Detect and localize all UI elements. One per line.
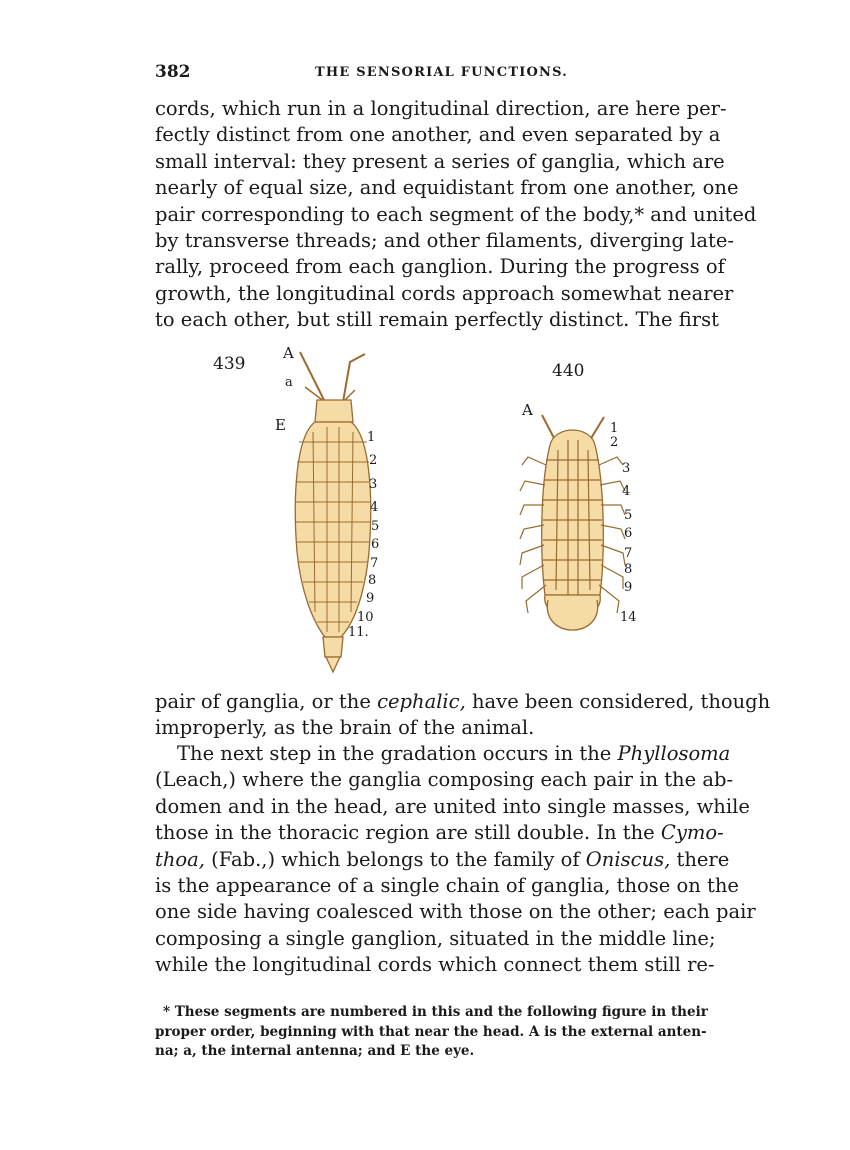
text-line: is the appearance of a single chain of ganglia, those on the xyxy=(155,874,739,898)
segment-label: 7 xyxy=(370,556,379,571)
segment-label: 2 xyxy=(369,453,378,468)
text-line: small interval: they present a series of ganglia, which are xyxy=(155,149,725,173)
figure-number: 440 xyxy=(552,361,585,381)
segment-label: 4 xyxy=(370,500,379,515)
text-line: improperly, as the brain of the animal. xyxy=(155,716,535,740)
text-run: pair of ganglia, or the xyxy=(155,690,378,713)
segment-label: 9 xyxy=(366,591,375,606)
text-line: (Leach,) where the ganglia composing each pair in the ab- xyxy=(155,768,734,792)
italic-term: Phyllosoma xyxy=(617,742,731,765)
text-run: have been considered, though xyxy=(465,690,771,713)
paragraph-1 xyxy=(155,96,757,334)
segment-label: 14 xyxy=(620,610,637,625)
segment-label: 6 xyxy=(371,537,380,552)
text-run: (Fab.,) which belongs to the family of xyxy=(204,847,586,871)
text-run: there xyxy=(670,847,730,871)
text-line xyxy=(155,847,730,873)
footnote-line: * These segments are numbered in this and the following figure in their xyxy=(163,1004,708,1020)
segment-label: 8 xyxy=(624,562,633,577)
segment-label: 3 xyxy=(622,461,631,476)
segment-label: 5 xyxy=(624,508,633,523)
footnote xyxy=(155,1003,708,1062)
text-line: to each other, but still remain perfectly distinct. The first xyxy=(155,308,719,332)
figure-number: 439 xyxy=(213,354,246,374)
segment-label: 4 xyxy=(622,484,631,499)
segment-label: 11. xyxy=(348,625,369,640)
label-internal-antenna: a xyxy=(285,375,293,390)
label-external-antenna: A xyxy=(522,401,533,419)
text-line: one side having coalesced with those on the other; each pair xyxy=(155,900,756,924)
figure-439 xyxy=(205,342,425,677)
label-external-antenna: A xyxy=(283,344,294,362)
text-line: growth, the longitudinal cords approach somewhat nearer xyxy=(155,281,734,305)
italic-term: thoa, xyxy=(155,847,205,871)
figure-440 xyxy=(500,355,670,655)
text-run: The next step in the gradation occurs in the xyxy=(177,742,618,765)
segment-label: 2 xyxy=(610,435,619,450)
text-line xyxy=(155,820,724,846)
segment-label: 3 xyxy=(369,477,378,492)
text-line xyxy=(155,741,731,767)
text-line xyxy=(155,689,771,715)
footnote-line: na; a, the internal antenna; and E the eye. xyxy=(155,1043,475,1059)
text-line: nearly of equal size, and equidistant from one another, one xyxy=(155,176,739,200)
text-line: composing a single ganglion, situated in the middle line; xyxy=(155,926,716,950)
paragraph-2 xyxy=(155,689,771,742)
page-number: 382 xyxy=(155,62,191,82)
segment-label: 8 xyxy=(368,573,377,588)
text-line: cords, which run in a longitudinal direction, are here per- xyxy=(155,97,727,120)
segment-label: 1 xyxy=(367,430,376,445)
isopod-illustration xyxy=(500,355,670,655)
segment-label: 1 xyxy=(610,421,619,436)
text-line: rally, proceed from each ganglion. During the progress of xyxy=(155,255,725,279)
segment-label: 9 xyxy=(624,580,633,595)
text-line: while the longitudinal cords which connect them still re- xyxy=(155,953,715,977)
label-eye: E xyxy=(275,416,286,434)
italic-term: cephalic, xyxy=(377,690,466,713)
segment-label: 6 xyxy=(624,526,633,541)
footnote-line: proper order, beginning with that near the head. A is the external anten- xyxy=(155,1023,707,1040)
page-header xyxy=(155,62,695,84)
text-line: fectly distinct from one another, and even separated by a xyxy=(155,123,721,147)
text-line: pair corresponding to each segment of the body,* and united xyxy=(155,202,757,226)
text-run: those in the thoracic region are still double. In the xyxy=(155,821,661,845)
segment-label: 10 xyxy=(357,610,374,625)
segment-label: 5 xyxy=(371,519,380,534)
text-line: domen and in the head, are united into single masses, while xyxy=(155,794,750,818)
paragraph-3 xyxy=(155,741,756,979)
segment-label: 7 xyxy=(624,546,633,561)
text-line: by transverse threads; and other filaments, diverging late- xyxy=(155,229,734,253)
crustacean-larva-illustration xyxy=(205,342,425,677)
running-title: THE SENSORIAL FUNCTIONS. xyxy=(315,65,568,80)
italic-term: Cymo- xyxy=(660,821,724,845)
italic-term: Oniscus, xyxy=(585,847,671,871)
